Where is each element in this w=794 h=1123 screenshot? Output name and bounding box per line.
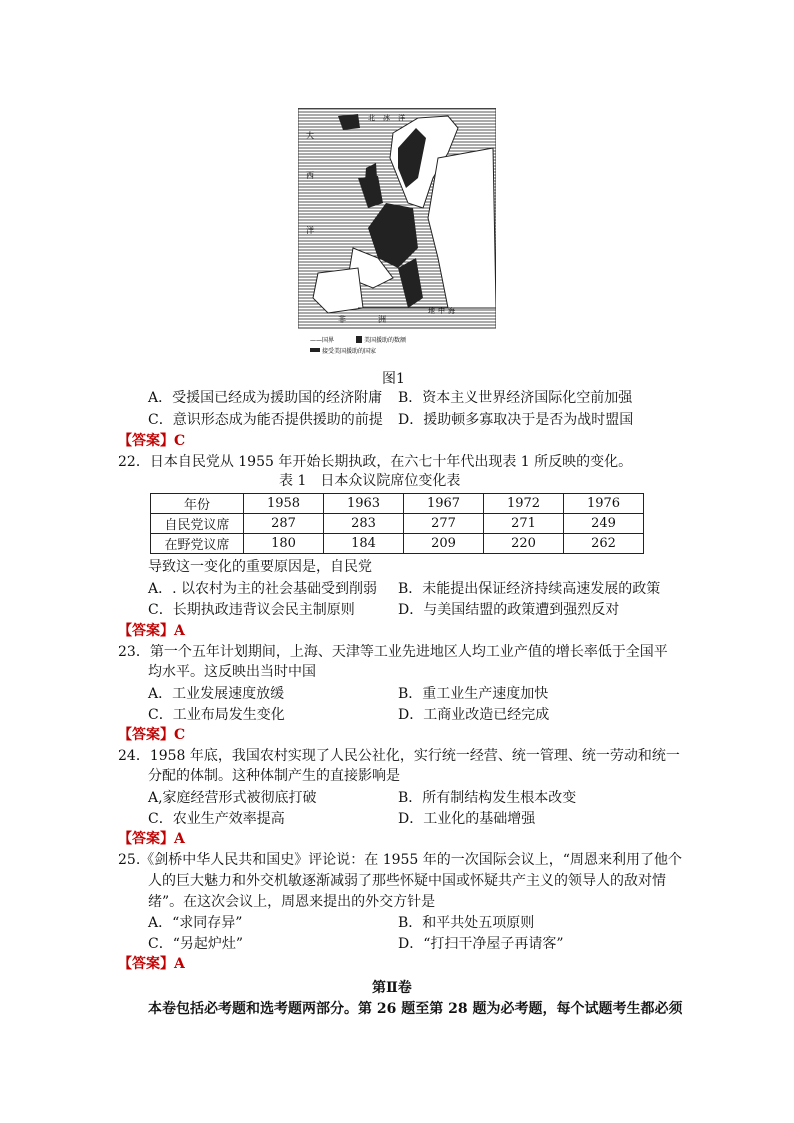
q25-stem2: 人的巨大魅力和外交机敏逐渐减弱了那些怀疑中国或怀疑共产主义的领导人的敌对情 <box>148 873 666 889</box>
table-cell: 1976 <box>564 494 644 514</box>
map-legend-recipients: 接受美国援助的国家 <box>322 348 377 355</box>
q25-stem3: 绪”。在这次会议上，周恩来提出的外交方针是 <box>148 894 436 910</box>
map-legend-aid-amount: 美国援助的数额 <box>364 337 407 344</box>
q23-option-a[interactable]: A．工业发展速度放缓 <box>148 686 285 702</box>
table-cell: 220 <box>484 534 564 554</box>
q24-option-b[interactable]: B．所有制结构发生根本改变 <box>398 790 577 806</box>
q21-option-b[interactable]: B．资本主义世界经济国际化空前加强 <box>398 390 633 406</box>
table-cell: 184 <box>324 534 404 554</box>
table-cell: 209 <box>404 534 484 554</box>
table-cell: 249 <box>564 514 644 534</box>
map-label: 大 <box>306 131 314 140</box>
q21-answer: 【答案】C <box>118 433 186 449</box>
map-label: 中 <box>438 307 445 315</box>
table-cell: 271 <box>484 514 564 534</box>
table-cell: 在野党议席 <box>151 534 244 554</box>
table-row <box>151 494 644 514</box>
map-label: 洲 <box>378 315 386 324</box>
table-row <box>151 534 644 554</box>
q25-option-d[interactable]: D．“打扫干净屋子再请客” <box>398 936 564 952</box>
map-label: 洋 <box>306 226 314 235</box>
part2-heading: 第Ⅱ卷 <box>372 980 412 996</box>
q21-option-a[interactable]: A．受援国已经成为援助国的经济附庸 <box>148 390 383 406</box>
q24-option-d[interactable]: D．工业化的基础增强 <box>398 811 536 827</box>
table-cell: 180 <box>244 534 324 554</box>
q24-answer: 【答案】A <box>118 831 185 847</box>
q23-option-d[interactable]: D．工商业改造已经完成 <box>398 707 550 723</box>
map-label: 冰 <box>383 114 390 122</box>
q23-option-b[interactable]: B．重工业生产速度加快 <box>398 686 549 702</box>
table-cell: 277 <box>404 514 484 534</box>
q21-option-c[interactable]: C．意识形态成为能否提供援助的前提 <box>148 412 383 428</box>
table-cell: 287 <box>244 514 324 534</box>
table-cell: 1963 <box>324 494 404 514</box>
q22-answer: 【答案】A <box>118 623 185 639</box>
europe-aid-map <box>298 108 496 358</box>
q22-option-b[interactable]: B．未能提出保证经济持续高速发展的政策 <box>398 581 661 597</box>
q22-option-d[interactable]: D．与美国结盟的政策遭到强烈反对 <box>398 602 620 618</box>
table-cell: 自民党议席 <box>151 514 244 534</box>
q24-option-c[interactable]: C．农业生产效率提高 <box>148 811 285 827</box>
q22-stem: 22．日本自民党从 1955 年开始长期执政，在六七十年代出现表 1 所反映的变化。 <box>118 454 633 470</box>
table-row <box>151 514 644 534</box>
map-label: 西 <box>306 171 314 180</box>
q21-option-d[interactable]: D．援助顿多寡取决于是否为战时盟国 <box>398 412 634 428</box>
q24-option-a[interactable]: A,家庭经营形式被彻底打破 <box>148 790 317 806</box>
map-label: 海 <box>448 307 455 315</box>
table-cell: 年份 <box>151 494 244 514</box>
q23-option-c[interactable]: C．工业布局发生变化 <box>148 707 285 723</box>
q24-stem2: 分配的体制。这种体制产生的直接影响是 <box>148 768 400 784</box>
q25-stem: 25.《剑桥中华人民共和国史》评论说：在 1955 年的一次国际会议上，“周恩来利用了他个 <box>118 852 682 868</box>
map-label: 非 <box>338 315 346 324</box>
map-label: 北 <box>368 114 375 122</box>
table-cell: 283 <box>324 514 404 534</box>
figure-caption: 图1 <box>382 371 405 387</box>
map-label: 地 <box>428 307 435 315</box>
table-cell: 262 <box>564 534 644 554</box>
part2-intro: 本卷包括必考题和选考题两部分。第 26 题至第 28 题为必考题，每个试题考生都必须 <box>148 1001 683 1017</box>
table-cell: 1967 <box>404 494 484 514</box>
seat-table <box>150 493 644 554</box>
q23-answer: 【答案】C <box>118 727 186 743</box>
q22-option-c[interactable]: C．长期执政违背议会民主制原则 <box>148 602 355 618</box>
table-cell: 1958 <box>244 494 324 514</box>
q25-option-c[interactable]: C．“另起炉灶” <box>148 936 244 952</box>
table-title: 表 1 日本众议院席位变化表 <box>279 473 461 489</box>
q25-answer: 【答案】A <box>118 956 185 972</box>
q22-option-a[interactable]: A．. 以农村为主的社会基础受到削弱 <box>148 581 378 597</box>
q25-option-a[interactable]: A．“求同存异” <box>148 915 243 931</box>
q23-stem: 23．第一个五年计划期间，上海、天津等工业先进地区人均工业产值的增长率低于全国平 <box>118 644 668 660</box>
map-label: 洋 <box>398 114 405 122</box>
table-cell: 1972 <box>484 494 564 514</box>
map-legend-border: ——国界 <box>310 337 335 344</box>
q25-option-b[interactable]: B．和平共处五项原则 <box>398 915 535 931</box>
q23-stem2: 均水平。这反映出当时中国 <box>148 664 316 680</box>
q24-stem: 24．1958 年底，我国农村实现了人民公社化，实行统一经营、统一管理、统一劳动和统一 <box>118 748 680 764</box>
q22-stem2: 导致这一变化的重要原因是，自民党 <box>148 559 372 575</box>
